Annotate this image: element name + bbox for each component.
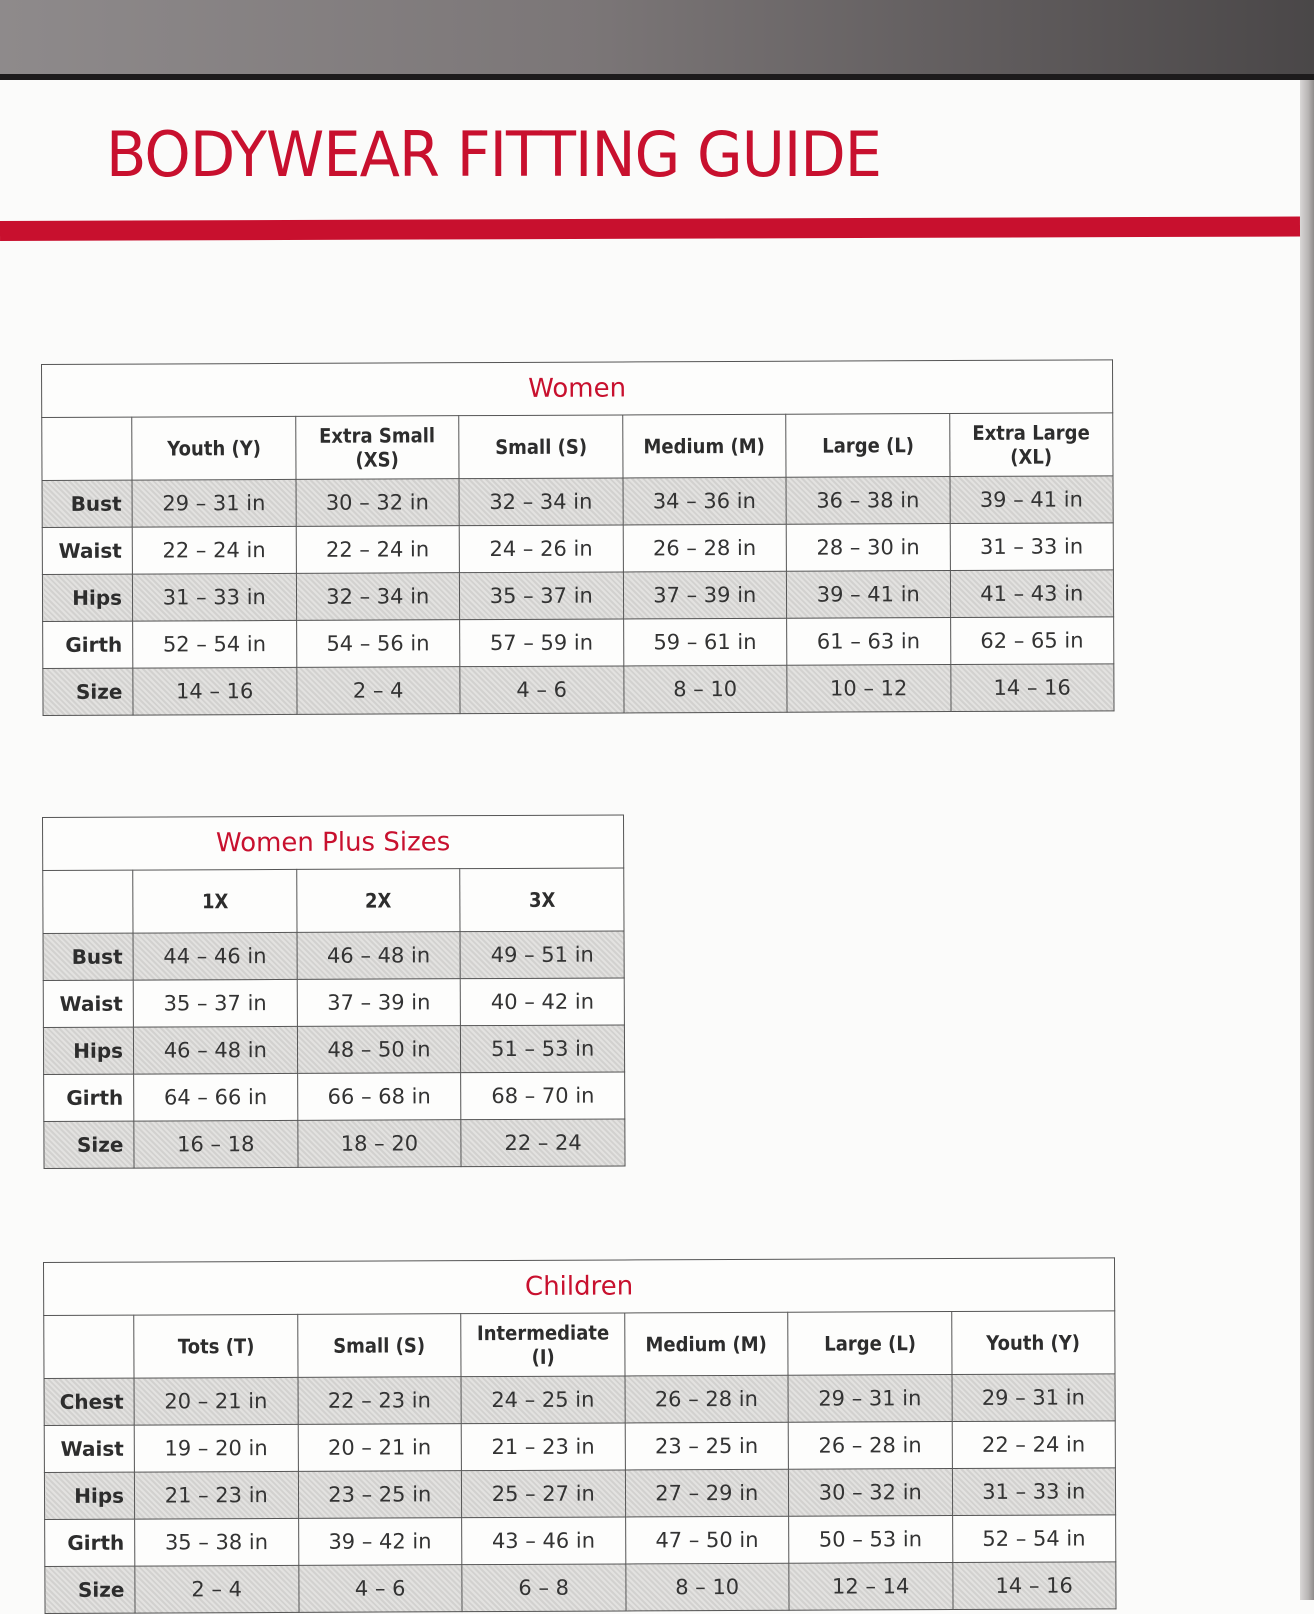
table-cell: 39 – 41 in (786, 571, 950, 619)
table-row (42, 523, 1113, 575)
table-row (43, 978, 624, 1028)
table-cell: 44 – 46 in (133, 932, 297, 980)
row-label: Hips (42, 574, 132, 621)
table-row (44, 1374, 1115, 1426)
table-cell: 50 – 53 in (789, 1516, 953, 1564)
column-header: Medium (M) (630, 414, 777, 478)
page-title: BODYWEAR FITTING GUIDE (106, 118, 882, 191)
table-cell: 23 – 25 in (298, 1471, 462, 1519)
row-label: Chest (44, 1378, 134, 1425)
table-cell: 2 – 4 (296, 667, 460, 715)
row-label: Waist (43, 980, 133, 1027)
table-cell: 34 – 36 in (623, 477, 787, 525)
table-cell: 35 – 38 in (135, 1518, 299, 1566)
table-cell: 47 – 50 in (625, 1516, 789, 1564)
table-cell: 41 – 43 in (950, 570, 1114, 618)
table-cell: 20 – 21 in (298, 1424, 462, 1472)
table-cell: 12 – 14 (789, 1563, 953, 1611)
table-cell: 26 – 28 in (623, 524, 787, 572)
column-header: Extra Large (XL) (957, 413, 1104, 477)
table-cell: 2 – 4 (135, 1565, 299, 1613)
table-row (42, 476, 1113, 528)
table-cell: 22 – 23 in (298, 1377, 462, 1425)
row-label: Bust (42, 480, 132, 527)
table-row (45, 1562, 1116, 1614)
table-cell: 14 – 16 (952, 1562, 1116, 1610)
table-cell: 8 – 10 (623, 665, 787, 713)
table-cell: 28 – 30 in (786, 524, 950, 572)
row-label: Waist (42, 527, 132, 574)
table-cell: 37 – 39 in (297, 979, 461, 1027)
table-cell: 49 – 51 in (460, 931, 624, 979)
column-header: Small (S) (305, 1314, 452, 1378)
row-label: Girth (44, 1074, 134, 1121)
table-cell: 37 – 39 in (623, 571, 787, 619)
table-cell: 25 – 27 in (461, 1470, 625, 1518)
table-cell: 30 – 32 in (296, 479, 460, 527)
table-cell: 51 – 53 in (461, 1025, 625, 1073)
table-header-row (43, 868, 624, 934)
table-cell: 39 – 41 in (949, 476, 1113, 524)
table-cell: 48 – 50 in (297, 1026, 461, 1074)
table-cell: 52 – 54 in (952, 1515, 1116, 1563)
table-caption: Women Plus Sizes (43, 815, 624, 871)
header-corner-cell (44, 1315, 134, 1378)
table-cell: 31 – 33 in (132, 573, 296, 621)
row-label: Girth (45, 1519, 135, 1566)
table-cell: 66 – 68 in (297, 1073, 461, 1121)
table-cell: 46 – 48 in (297, 932, 461, 980)
column-header: Youth (Y) (959, 1311, 1106, 1375)
women-size-table (41, 359, 1115, 716)
table-cell: 59 – 61 in (623, 618, 787, 666)
table-cell: 8 – 10 (625, 1563, 789, 1611)
table-row (43, 931, 624, 981)
column-header: Tots (T) (142, 1314, 289, 1378)
table-caption-row (44, 1258, 1115, 1316)
column-header: 3X (468, 868, 616, 932)
table-cell: 14 – 16 (133, 667, 297, 715)
table-cell: 29 – 31 in (132, 479, 296, 527)
column-header: Large (L) (796, 1312, 943, 1376)
scan-top-shadow (0, 0, 1314, 80)
table-cell: 32 – 34 in (296, 573, 460, 621)
table-cell: 4 – 6 (460, 666, 624, 714)
row-label: Size (44, 1121, 134, 1168)
children-size-table (43, 1257, 1117, 1614)
table-cell: 26 – 28 in (625, 1375, 789, 1423)
table-cell: 20 – 21 in (134, 1377, 298, 1425)
table-header-row (44, 1311, 1115, 1379)
table-cell: 16 – 18 (134, 1120, 298, 1168)
table-cell: 39 – 42 in (298, 1518, 462, 1566)
table-cell: 31 – 33 in (950, 523, 1114, 571)
column-header: Small (S) (467, 415, 614, 479)
table-cell: 24 – 25 in (461, 1376, 625, 1424)
women-plus-size-table (42, 814, 626, 1169)
table-cell: 4 – 6 (298, 1565, 462, 1613)
table-cell: 57 – 59 in (460, 619, 624, 667)
table-cell: 46 – 48 in (133, 1026, 297, 1074)
header-corner-cell (43, 870, 133, 933)
table-cell: 22 – 24 (461, 1119, 625, 1167)
table-cell: 43 – 46 in (462, 1517, 626, 1565)
column-header: 2X (305, 869, 453, 933)
column-header: Intermediate (I) (469, 1313, 616, 1377)
column-header: Large (L) (794, 414, 941, 478)
table-row (43, 1025, 624, 1075)
row-label: Hips (43, 1027, 133, 1074)
table-cell: 10 – 12 (787, 665, 951, 713)
row-label: Waist (44, 1425, 134, 1472)
table-caption-row (42, 360, 1113, 418)
table-cell: 22 – 24 in (132, 526, 296, 574)
table-cell: 19 – 20 in (134, 1424, 298, 1472)
column-header: 1X (141, 869, 289, 933)
table-cell: 26 – 28 in (788, 1422, 952, 1470)
table-cell: 23 – 25 in (625, 1422, 789, 1470)
table-caption-row (43, 815, 624, 871)
table-cell: 6 – 8 (462, 1564, 626, 1612)
row-label: Hips (44, 1472, 134, 1519)
table-cell: 22 – 24 in (952, 1421, 1116, 1469)
column-header: Extra Small (XS) (303, 416, 450, 480)
table-row (43, 617, 1114, 669)
table-cell: 14 – 16 (950, 664, 1114, 712)
table-cell: 35 – 37 in (459, 572, 623, 620)
table-cell: 68 – 70 in (461, 1072, 625, 1120)
table-cell: 52 – 54 in (133, 620, 297, 668)
table-row (44, 1072, 625, 1122)
table-row (44, 1119, 625, 1169)
column-header: Youth (Y) (140, 416, 287, 480)
table-cell: 62 – 65 in (950, 617, 1114, 665)
table-cell: 54 – 56 in (296, 620, 460, 668)
header-corner-cell (42, 417, 132, 480)
row-label: Size (43, 668, 133, 715)
table-cell: 31 – 33 in (952, 1468, 1116, 1516)
table-cell: 35 – 37 in (133, 979, 297, 1027)
table-cell: 29 – 31 in (788, 1375, 952, 1423)
row-label: Size (45, 1566, 135, 1613)
table-cell: 30 – 32 in (788, 1469, 952, 1517)
table-cell: 40 – 42 in (461, 978, 625, 1026)
table-cell: 27 – 29 in (625, 1469, 789, 1517)
table-cell: 24 – 26 in (459, 525, 623, 573)
table-cell: 36 – 38 in (786, 477, 950, 525)
row-label: Girth (43, 621, 133, 668)
table-cell: 61 – 63 in (787, 618, 951, 666)
table-cell: 21 – 23 in (134, 1471, 298, 1519)
title-underline-rule (0, 216, 1300, 241)
table-cell: 32 – 34 in (459, 478, 623, 526)
table-row (43, 664, 1114, 716)
table-header-row (42, 413, 1113, 481)
table-cell: 64 – 66 in (134, 1073, 298, 1121)
table-row (45, 1515, 1116, 1567)
table-caption: Women (42, 360, 1113, 418)
table-cell: 29 – 31 in (951, 1374, 1115, 1422)
table-cell: 22 – 24 in (296, 526, 460, 574)
table-row (44, 1421, 1115, 1473)
table-caption: Children (44, 1258, 1115, 1316)
table-row (42, 570, 1113, 622)
scan-page-edge (1300, 80, 1314, 1600)
column-header: Medium (M) (632, 1312, 779, 1376)
table-cell: 21 – 23 in (461, 1423, 625, 1471)
table-row (44, 1468, 1115, 1520)
table-cell: 18 – 20 (297, 1120, 461, 1168)
row-label: Bust (43, 933, 133, 980)
